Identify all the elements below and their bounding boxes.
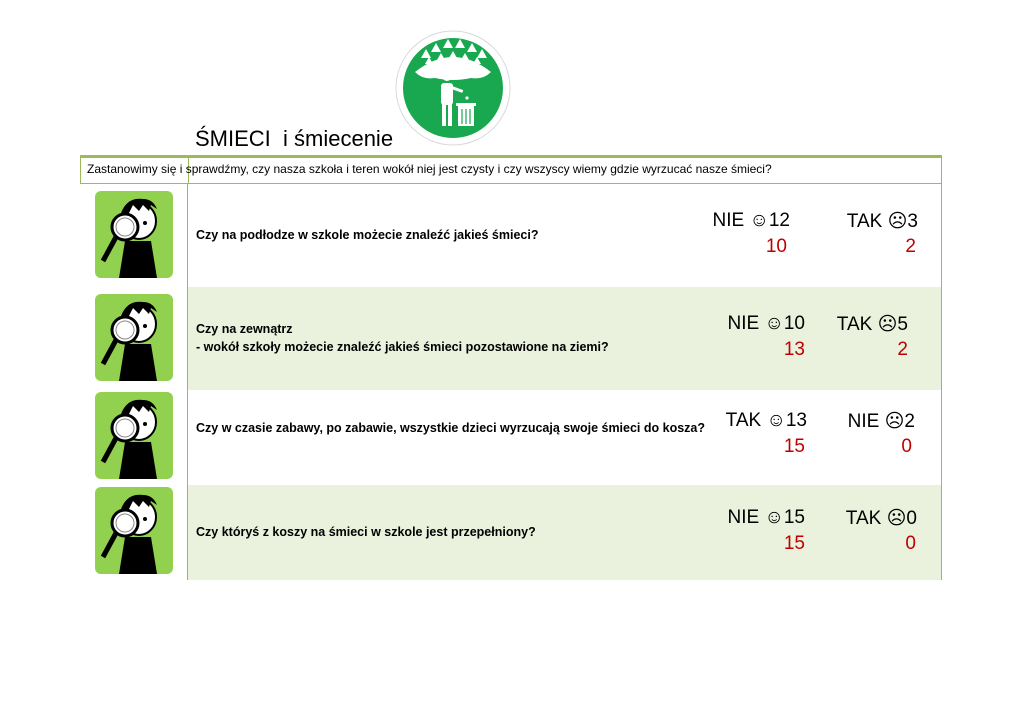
answer-a: NIE ☺15 xyxy=(727,507,805,528)
question-text: Czy na podłodze w szkole możecie znaleźć jakieś śmieci? xyxy=(196,228,539,242)
count-a: 15 xyxy=(783,533,805,554)
count-a: 13 xyxy=(783,339,805,360)
answer-b: TAK ☹5 xyxy=(836,314,908,335)
question-text: Czy na zewnątrz - wokół szkoły możecie znaleźć jakieś śmieci pozostawione na ziemi? xyxy=(196,322,609,354)
answer-b: TAK ☹3 xyxy=(846,211,918,232)
count-b: 0 xyxy=(905,533,916,554)
count-a: 15 xyxy=(783,436,805,457)
question-text: Czy któryś z koszy na śmieci w szkole jest przepełniony? xyxy=(196,525,536,539)
answer-b: NIE ☹2 xyxy=(847,411,915,432)
count-a: 10 xyxy=(765,236,787,257)
eco-logo xyxy=(395,30,511,146)
table-row xyxy=(80,184,942,287)
count-b: 0 xyxy=(901,436,912,457)
count-b: 2 xyxy=(897,339,908,360)
table-row xyxy=(80,287,942,390)
detective-boy-icon xyxy=(95,191,173,278)
answer-a: TAK ☺13 xyxy=(725,410,807,431)
table-row xyxy=(80,485,942,580)
answer-a: NIE ☺12 xyxy=(712,210,790,231)
detective-boy-icon xyxy=(95,392,173,479)
intro-row xyxy=(80,158,942,184)
question-text: Czy w czasie zabawy, po zabawie, wszystkie dzieci wyrzucają swoje śmieci do kosza? xyxy=(196,421,706,435)
survey-table xyxy=(80,155,942,580)
detective-boy-icon xyxy=(95,294,173,381)
count-b: 2 xyxy=(905,236,916,257)
answer-a: NIE ☺10 xyxy=(727,313,805,334)
answer-b: TAK ☹0 xyxy=(845,508,917,529)
intro-text: Zastanowimy się i sprawdźmy, czy nasza szkoła i teren wokół niej jest czysty i czy wszyscy wiemy gdzie wyrzucać nasze śmieci? xyxy=(87,162,772,176)
table-row xyxy=(80,390,942,485)
page-title: ŚMIECI i śmiecenie xyxy=(195,126,394,151)
detective-boy-icon xyxy=(95,487,173,574)
